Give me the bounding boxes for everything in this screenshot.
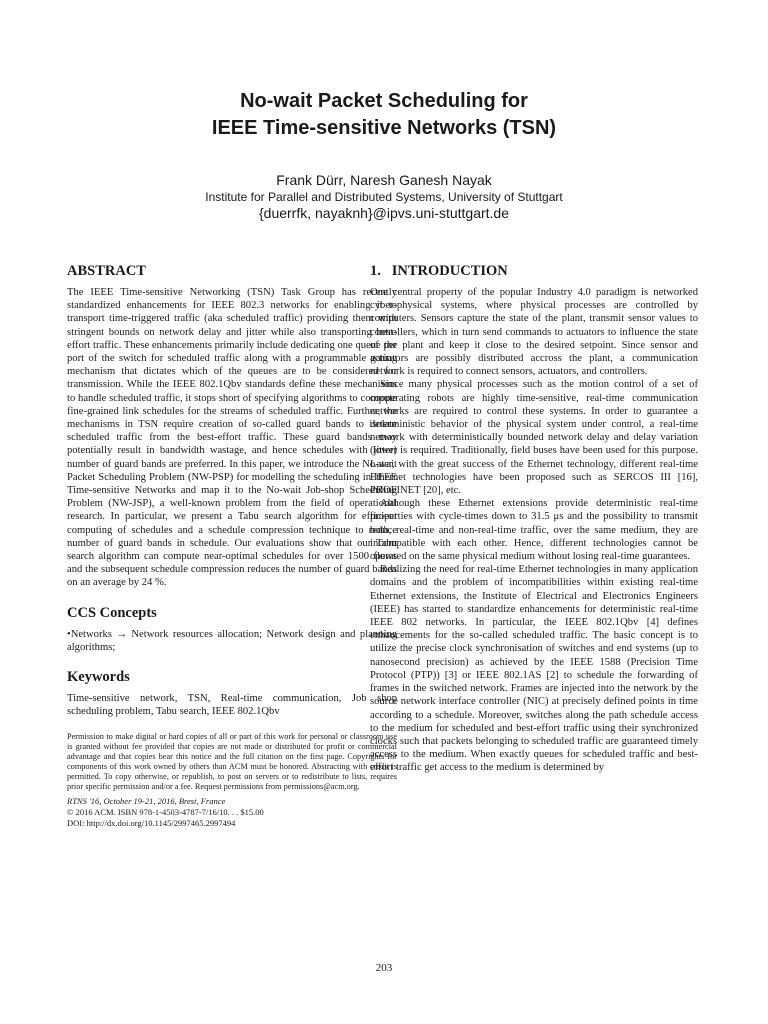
keywords-section <box>67 668 397 718</box>
author-affiliation: Institute for Parallel and Distributed Systems, University of Stuttgart <box>205 190 563 204</box>
abstract-heading: ABSTRACT <box>67 263 146 279</box>
ccs-heading: CCS Concepts <box>67 604 157 621</box>
keywords-text: Time-sensitive network, TSN, Real-time communication, Job shop scheduling problem, Tabu search, IEEE 802.1Qbv <box>67 693 397 718</box>
doi-line: DOI: http://dx.doi.org/10.1145/2997465.2997494 <box>67 818 236 829</box>
paper-title <box>0 88 768 142</box>
intro-paragraph-4: Realizing the need for real-time Ethernet technologies in many application domains and the problem of incompatibilities within existing real-time Ethernet extensions, the Institute of Electrical and Electronics Engineers (IEEE) has started to standardize enhancements for deterministic real-time IEEE 802 networks. In particular, the IEEE 802.1Qbv [4] defines enhancements for the so-called scheduled traffic. The basic concept is to utilize the precise clock synchronisation of switches and end systems (up to nanosecond precision) as achieved by the IEEE 1588 (Precision Time Protocol (PTP)) [3] or IEEE 802.1AS [2] to schedule the forwarding of frames in the switched network. Frames are injected into the network by the source network interface controller (NIC) at precisely defined points in time according to a schedule. Moreover, switches along the path schedule access to the medium for scheduled and best-effort traffic using their synchronized clocks such that packets belonging to scheduled traffic are guaranteed timely access to the medium. When exactly queues for scheduled traffic and best-effort traffic get access to the medium is determined by <box>370 564 698 774</box>
abstract-text: The IEEE Time-sensitive Networking (TSN) Task Group has recently standardized enhancements for IEEE 802.3 networks for enabling it to transport time-triggered traffic (aka scheduled traffic) providing them with stringent bounds on network delay and jitter while also transporting best-effort traffic. These enhancements primarily include dedicating one queue per port of the switch for scheduled traffic along with a programmable gating mechanism that dictates which of the queues are to be considered for transmission. While the IEEE 802.1Qbv standards define these mechanisms to handle scheduled traffic, it stops short of specifying algorithms to compute fine-grained link schedules for the streams of scheduled traffic. Further, the mechanisms in TSN require creation of so-called guard bands to isolate scheduled traffic from the best-effort traffic. These guard bands may potentially result in bandwidth wastage, and hence schedules with lower number of guard bands are preferred. In this paper, we introduce the No-wait Packet Scheduling Problem (NW-PSP) for modelling the scheduling in IEEE Time-sensitive Networks and map it to the No-wait Job-shop Scheduling Problem (NW-JSP), a well-known problem from the field of operational research. In particular, we present a Tabu search algorithm for efficient computing of schedules and a schedule compression technique to reduce number of guard bands in schedule. Our evaluations show that our Tabu search algorithm can compute near-optimal schedules for over 1500 flows and the subsequent schedule compression reduces the number of guard bands on an average by 24 %. <box>67 287 397 589</box>
page-number: 203 <box>375 962 393 974</box>
left-column <box>67 262 397 829</box>
intro-paragraph-3: Although these Ethernet extensions provide deterministic real-time properties with cycle-times down to 31.5 μs and the possibility to transmit both, real-time and non-real-time traffic, over the same medium, they are incompatible with each other. Hence, different technologies cannot be operated on the same physical medium without losing real-time guarantees. <box>370 498 698 563</box>
permission-notice: Permission to make digital or hard copies of all or part of this work for personal or classroom use is granted without fee provided that copies are not made or distributed for profit or commercial advantage and that copies bear this notice and the full citation on the first page. Copyrights for components of this work owned by others than ACM must be honored. Abstracting with credit is permitted. To copy otherwise, or republish, to post on servers or to redistribute to lists, requires prior specific permission and/or a fee. Request permissions from permissions@acm.org. <box>67 732 397 792</box>
keywords-heading: Keywords <box>67 669 130 686</box>
ccs-section <box>67 604 397 654</box>
title-line-2: IEEE Time-sensitive Networks (TSN) <box>211 117 557 139</box>
ccs-text: •Networks → Network resources allocation; Network design and planning algorithms; <box>67 628 397 653</box>
title-line-1: No-wait Packet Scheduling for <box>240 90 528 112</box>
venue-line: RTNS '16, October 19-21, 2016, Brest, France <box>67 796 226 807</box>
right-column <box>370 262 698 775</box>
intro-paragraph-1: One central property of the popular Industry 4.0 paradigm is networked cyber-physical systems, where physical processes are controlled by computers. Sensors capture the state of the plant, transmit sensor values to controllers, which in turn send commands to actuators to influence the state of the plant and keep it close to the desired setpoint. Since sensor and actuators are possibly distributed accross the plant, a communication network is required to connect sensors, actuators, and controllers. <box>370 287 698 378</box>
copyright-line: © 2016 ACM. ISBN 978-1-4503-4787-7/16/10. . . $15.00 <box>67 807 264 818</box>
introduction-heading: 1. INTRODUCTION <box>370 263 508 279</box>
author-names: Frank Dürr, Naresh Ganesh Nayak <box>276 172 492 188</box>
author-email: {duerrfk, nayaknh}@ipvs.uni-stuttgart.de <box>258 205 510 221</box>
intro-paragraph-2: Since many physical processes such as the motion control of a set of cooperating robots are highly time-sensitive, real-time communication networks are required to control these systems. In order to guarantee a deterministic behavior of the physical system under control, a real-time network with deterministically bounded network delay and delay variation (jitter) is required. Traditionally, field buses have been used for this purpose. Later, with the great success of the Ethernet technology, different real-time Ethernet technologies have been proposed such as SERCOS III [16], PROFINET [20], etc. <box>370 379 698 497</box>
